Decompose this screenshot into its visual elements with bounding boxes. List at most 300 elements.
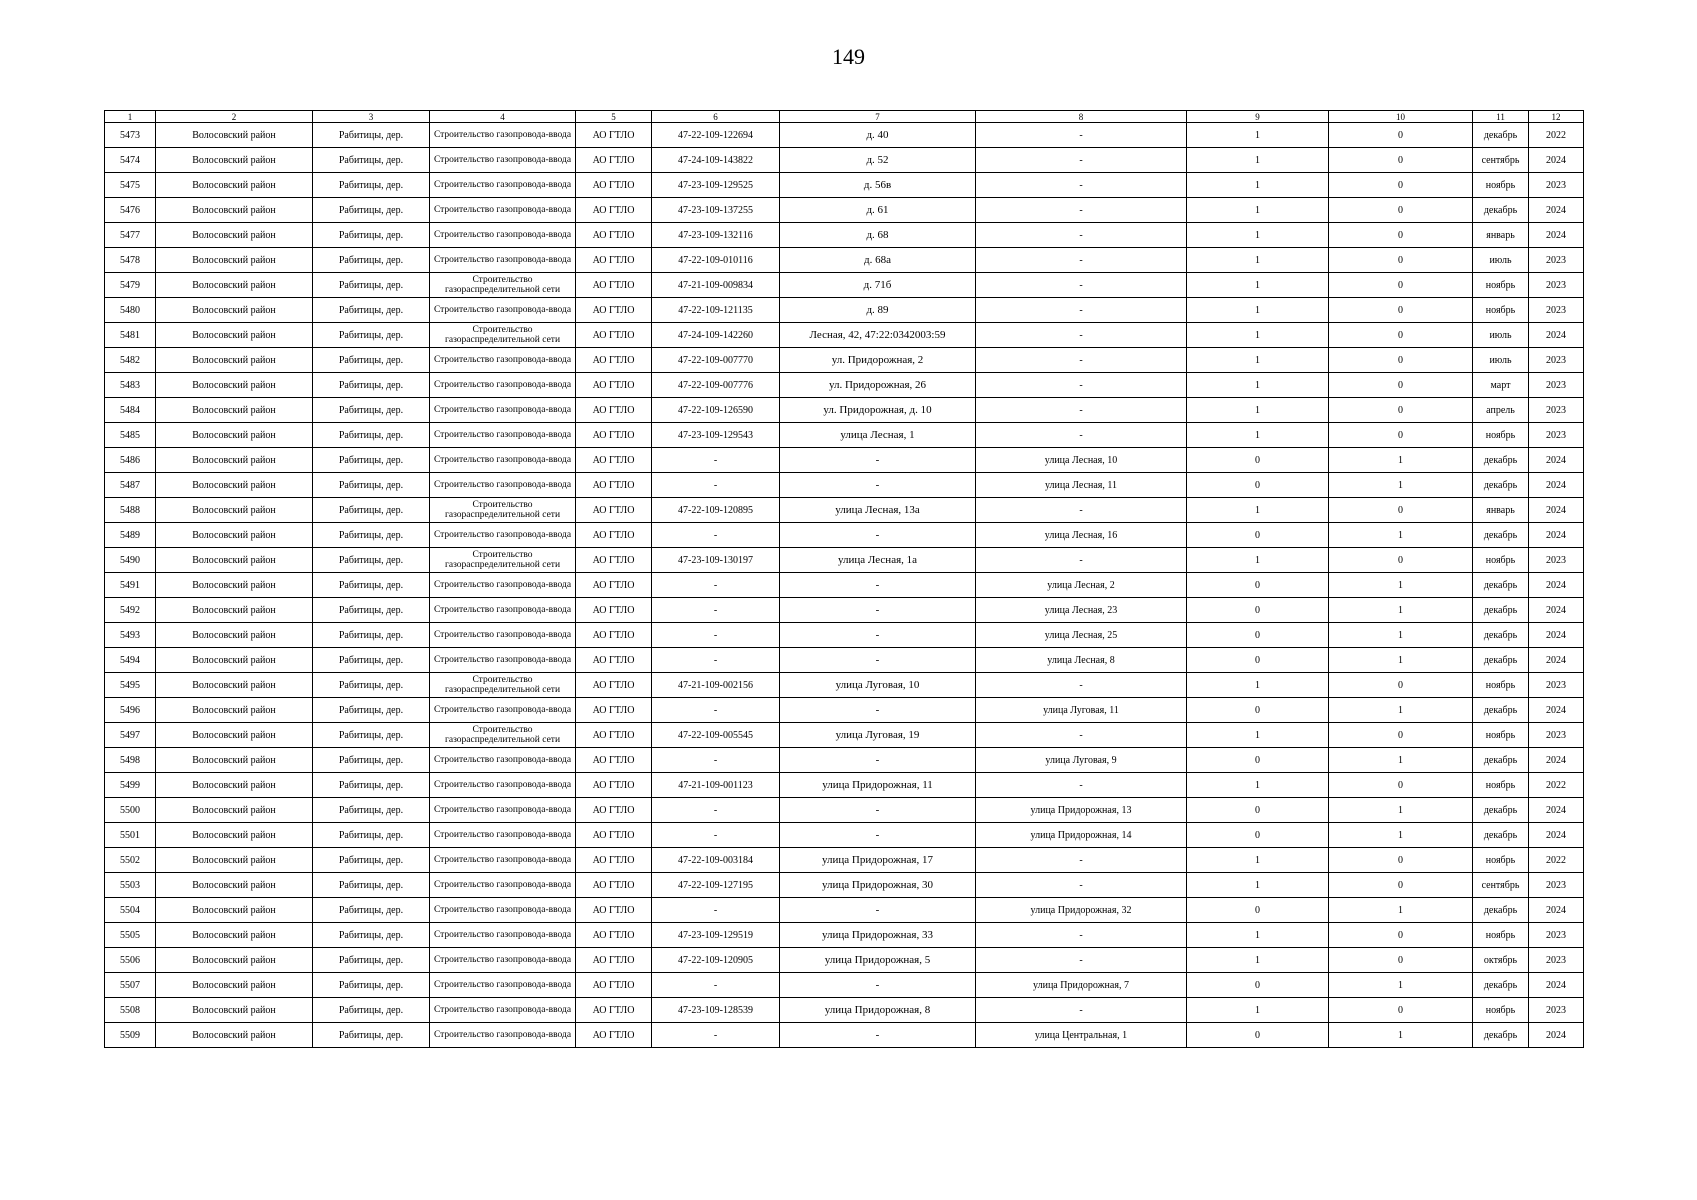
table-cell-col-6: 47-23-109-137255 — [652, 198, 780, 223]
table-row — [105, 198, 1584, 223]
table-cell-col-9: 0 — [1187, 1023, 1329, 1048]
table-cell-col-10: 0 — [1329, 148, 1473, 173]
table-cell-col-9: 0 — [1187, 473, 1329, 498]
table-cell-col-4: Строительство газораспределительной сети — [430, 323, 576, 348]
table-cell-col-8: - — [976, 323, 1187, 348]
table-cell-col-11: апрель — [1473, 398, 1529, 423]
table-row — [105, 473, 1584, 498]
table-cell-col-3: Рабитицы, дер. — [313, 373, 430, 398]
table-cell-col-11: ноябрь — [1473, 998, 1529, 1023]
table-cell-col-7: д. 56в — [780, 173, 976, 198]
table-cell-col-4: Строительство газопровода-ввода — [430, 598, 576, 623]
table-cell-col-1: 5484 — [105, 398, 156, 423]
table-cell-col-7: - — [780, 823, 976, 848]
table-cell-col-12: 2024 — [1529, 648, 1584, 673]
table-cell-col-12: 2023 — [1529, 248, 1584, 273]
table-cell-col-5: АО ГТЛО — [576, 973, 652, 998]
table-cell-col-6: 47-24-109-143822 — [652, 148, 780, 173]
table-cell-col-9: 1 — [1187, 398, 1329, 423]
table-cell-col-8: улица Лесная, 10 — [976, 448, 1187, 473]
table-cell-col-2: Волосовский район — [156, 123, 313, 148]
table-cell-col-4: Строительство газопровода-ввода — [430, 648, 576, 673]
table-cell-col-10: 0 — [1329, 848, 1473, 873]
table-row — [105, 773, 1584, 798]
table-cell-col-7: Лесная, 42, 47:22:0342003:59 — [780, 323, 976, 348]
table-cell-col-2: Волосовский район — [156, 973, 313, 998]
table-cell-col-7: д. 89 — [780, 298, 976, 323]
table-cell-col-2: Волосовский район — [156, 498, 313, 523]
table-cell-col-10: 0 — [1329, 998, 1473, 1023]
table-row — [105, 848, 1584, 873]
table-cell-col-8: улица Придорожная, 7 — [976, 973, 1187, 998]
table-cell-col-4: Строительство газопровода-ввода — [430, 923, 576, 948]
table-cell-col-5: АО ГТЛО — [576, 623, 652, 648]
table-cell-col-10: 0 — [1329, 273, 1473, 298]
table-cell-col-11: июль — [1473, 323, 1529, 348]
table-cell-col-1: 5474 — [105, 148, 156, 173]
table-cell-col-1: 5489 — [105, 523, 156, 548]
table-cell-col-3: Рабитицы, дер. — [313, 323, 430, 348]
table-cell-col-10: 0 — [1329, 948, 1473, 973]
table-cell-col-11: декабрь — [1473, 823, 1529, 848]
table-cell-col-9: 0 — [1187, 798, 1329, 823]
table-cell-col-10: 0 — [1329, 348, 1473, 373]
table-cell-col-3: Рабитицы, дер. — [313, 223, 430, 248]
table-cell-col-7: д. 61 — [780, 198, 976, 223]
table-cell-col-11: ноябрь — [1473, 548, 1529, 573]
table-cell-col-12: 2024 — [1529, 448, 1584, 473]
table-cell-col-3: Рабитицы, дер. — [313, 873, 430, 898]
table-cell-col-4: Строительство газопровода-ввода — [430, 823, 576, 848]
table-cell-col-3: Рабитицы, дер. — [313, 798, 430, 823]
table-cell-col-1: 5504 — [105, 898, 156, 923]
table-cell-col-8: - — [976, 848, 1187, 873]
table-cell-col-11: ноябрь — [1473, 673, 1529, 698]
table-cell-col-7: улица Лесная, 1а — [780, 548, 976, 573]
table-cell-col-2: Волосовский район — [156, 573, 313, 598]
table-cell-col-4: Строительство газопровода-ввода — [430, 898, 576, 923]
table-cell-col-3: Рабитицы, дер. — [313, 623, 430, 648]
table-cell-col-9: 1 — [1187, 298, 1329, 323]
table-body — [105, 111, 1584, 1048]
table-cell-col-7: ул. Придорожная, д. 10 — [780, 398, 976, 423]
table-cell-col-7: улица Придорожная, 17 — [780, 848, 976, 873]
table-row — [105, 748, 1584, 773]
table-cell-col-4: Строительство газопровода-ввода — [430, 448, 576, 473]
table-cell-col-7: улица Придорожная, 30 — [780, 873, 976, 898]
table-row — [105, 373, 1584, 398]
table-cell-col-1: 5494 — [105, 648, 156, 673]
table-cell-col-1: 5490 — [105, 548, 156, 573]
table-cell-col-3: Рабитицы, дер. — [313, 673, 430, 698]
table-cell-col-1: 5476 — [105, 198, 156, 223]
table-cell-col-5: АО ГТЛО — [576, 248, 652, 273]
table-cell-col-5: АО ГТЛО — [576, 598, 652, 623]
table-cell-col-9: 1 — [1187, 873, 1329, 898]
table-cell-col-12: 2024 — [1529, 523, 1584, 548]
table-cell-col-11: ноябрь — [1473, 273, 1529, 298]
table-cell-col-8: улица Центральная, 1 — [976, 1023, 1187, 1048]
table-cell-col-8: улица Луговая, 11 — [976, 698, 1187, 723]
table-cell-col-3: Рабитицы, дер. — [313, 848, 430, 873]
table-cell-col-9: 1 — [1187, 998, 1329, 1023]
table-cell-col-12: 2024 — [1529, 898, 1584, 923]
table-row — [105, 173, 1584, 198]
table-cell-col-12: 2024 — [1529, 323, 1584, 348]
table-cell-col-4: Строительство газораспределительной сети — [430, 498, 576, 523]
table-cell-col-1: 5483 — [105, 373, 156, 398]
table-cell-col-8: - — [976, 248, 1187, 273]
table-cell-col-9: 1 — [1187, 348, 1329, 373]
table-row — [105, 873, 1584, 898]
table-cell-col-8: - — [976, 198, 1187, 223]
table-cell-col-4: Строительство газопровода-ввода — [430, 173, 576, 198]
table-cell-col-3: Рабитицы, дер. — [313, 698, 430, 723]
table-cell-col-2: Волосовский район — [156, 623, 313, 648]
table-cell-col-10: 0 — [1329, 298, 1473, 323]
table-cell-col-4: Строительство газопровода-ввода — [430, 623, 576, 648]
table-cell-col-1: 5492 — [105, 598, 156, 623]
table-cell-col-4: Строительство газопровода-ввода — [430, 398, 576, 423]
table-cell-col-6: 47-22-109-120895 — [652, 498, 780, 523]
table-row — [105, 448, 1584, 473]
table-cell-col-12: 2023 — [1529, 348, 1584, 373]
table-cell-col-11: декабрь — [1473, 123, 1529, 148]
table-cell-col-1: 5499 — [105, 773, 156, 798]
table-cell-col-6: 47-22-109-120905 — [652, 948, 780, 973]
table-cell-col-6: 47-22-109-007770 — [652, 348, 780, 373]
table-cell-col-2: Волосовский район — [156, 723, 313, 748]
table-cell-col-5: АО ГТЛО — [576, 898, 652, 923]
table-cell-col-1: 5480 — [105, 298, 156, 323]
table-cell-col-1: 5507 — [105, 973, 156, 998]
table-cell-col-4: Строительство газопровода-ввода — [430, 373, 576, 398]
table-cell-col-7: - — [780, 973, 976, 998]
table-cell-col-10: 1 — [1329, 648, 1473, 673]
table-cell-col-9: 1 — [1187, 673, 1329, 698]
table-cell-col-12: 2022 — [1529, 773, 1584, 798]
table-cell-col-6: - — [652, 898, 780, 923]
table-cell-col-7: улица Придорожная, 11 — [780, 773, 976, 798]
table-cell-col-2: Волосовский район — [156, 823, 313, 848]
table-cell-col-6: - — [652, 623, 780, 648]
table-cell-col-2: Волосовский район — [156, 448, 313, 473]
table-cell-col-12: 2023 — [1529, 948, 1584, 973]
table-cell-col-7: - — [780, 623, 976, 648]
table-cell-col-5: АО ГТЛО — [576, 398, 652, 423]
table-cell-col-3: Рабитицы, дер. — [313, 173, 430, 198]
table-cell-col-2: Волосовский район — [156, 248, 313, 273]
table-cell-col-8: - — [976, 873, 1187, 898]
table-row — [105, 148, 1584, 173]
table-cell-col-12: 2023 — [1529, 723, 1584, 748]
table-cell-col-3: Рабитицы, дер. — [313, 773, 430, 798]
table-cell-col-9: 1 — [1187, 123, 1329, 148]
table-cell-col-9: 0 — [1187, 973, 1329, 998]
table-cell-col-9: 1 — [1187, 323, 1329, 348]
table-cell-col-9: 0 — [1187, 648, 1329, 673]
table-cell-col-5: АО ГТЛО — [576, 773, 652, 798]
table-cell-col-3: Рабитицы, дер. — [313, 473, 430, 498]
table-cell-col-7: д. 40 — [780, 123, 976, 148]
table-cell-col-7: д. 71б — [780, 273, 976, 298]
table-cell-col-6: 47-21-109-001123 — [652, 773, 780, 798]
table-cell-col-5: АО ГТЛО — [576, 273, 652, 298]
table-cell-col-6: 47-22-109-122694 — [652, 123, 780, 148]
table-cell-col-10: 1 — [1329, 523, 1473, 548]
table-cell-col-10: 1 — [1329, 473, 1473, 498]
table-cell-col-2: Волосовский район — [156, 273, 313, 298]
table-cell-col-10: 0 — [1329, 548, 1473, 573]
table-cell-col-6: - — [652, 523, 780, 548]
column-header-10: 10 — [1329, 111, 1473, 123]
table-cell-col-2: Волосовский район — [156, 223, 313, 248]
table-cell-col-5: АО ГТЛО — [576, 523, 652, 548]
table-cell-col-4: Строительство газопровода-ввода — [430, 848, 576, 873]
table-cell-col-5: АО ГТЛО — [576, 923, 652, 948]
table-cell-col-10: 0 — [1329, 223, 1473, 248]
table-cell-col-10: 0 — [1329, 248, 1473, 273]
table-row — [105, 698, 1584, 723]
table-cell-col-10: 1 — [1329, 698, 1473, 723]
table-cell-col-4: Строительство газопровода-ввода — [430, 798, 576, 823]
table-cell-col-5: АО ГТЛО — [576, 873, 652, 898]
table-cell-col-12: 2023 — [1529, 423, 1584, 448]
table-cell-col-6: 47-22-109-121135 — [652, 298, 780, 323]
table-cell-col-7: ул. Придорожная, 2 — [780, 348, 976, 373]
table-cell-col-4: Строительство газопровода-ввода — [430, 148, 576, 173]
table-cell-col-1: 5501 — [105, 823, 156, 848]
table-cell-col-4: Строительство газопровода-ввода — [430, 248, 576, 273]
table-cell-col-12: 2024 — [1529, 823, 1584, 848]
table-cell-col-9: 1 — [1187, 273, 1329, 298]
column-header-7: 7 — [780, 111, 976, 123]
table-cell-col-12: 2024 — [1529, 223, 1584, 248]
table-cell-col-8: - — [976, 373, 1187, 398]
table-cell-col-1: 5487 — [105, 473, 156, 498]
table-cell-col-3: Рабитицы, дер. — [313, 198, 430, 223]
table-cell-col-6: 47-23-109-132116 — [652, 223, 780, 248]
table-cell-col-11: декабрь — [1473, 573, 1529, 598]
table-cell-col-12: 2023 — [1529, 298, 1584, 323]
table-cell-col-6: 47-23-109-130197 — [652, 548, 780, 573]
table-cell-col-9: 1 — [1187, 148, 1329, 173]
table-row — [105, 348, 1584, 373]
table-cell-col-5: АО ГТЛО — [576, 998, 652, 1023]
table-cell-col-4: Строительство газопровода-ввода — [430, 573, 576, 598]
table-cell-col-4: Строительство газопровода-ввода — [430, 523, 576, 548]
table-cell-col-12: 2023 — [1529, 923, 1584, 948]
table-cell-col-11: ноябрь — [1473, 423, 1529, 448]
table-cell-col-2: Волосовский район — [156, 773, 313, 798]
table-cell-col-7: - — [780, 748, 976, 773]
table-cell-col-1: 5478 — [105, 248, 156, 273]
table-cell-col-7: - — [780, 798, 976, 823]
table-cell-col-3: Рабитицы, дер. — [313, 423, 430, 448]
table-cell-col-6: - — [652, 1023, 780, 1048]
table-cell-col-2: Волосовский район — [156, 348, 313, 373]
table-cell-col-6: 47-22-109-010116 — [652, 248, 780, 273]
table-cell-col-4: Строительство газопровода-ввода — [430, 948, 576, 973]
table-cell-col-6: 47-23-109-129525 — [652, 173, 780, 198]
table-cell-col-1: 5485 — [105, 423, 156, 448]
table-row — [105, 948, 1584, 973]
table-cell-col-11: декабрь — [1473, 623, 1529, 648]
table-cell-col-12: 2024 — [1529, 573, 1584, 598]
table-cell-col-12: 2023 — [1529, 173, 1584, 198]
table-cell-col-5: АО ГТЛО — [576, 848, 652, 873]
table-cell-col-9: 1 — [1187, 423, 1329, 448]
table-cell-col-7: д. 68 — [780, 223, 976, 248]
table-cell-col-8: улица Придорожная, 14 — [976, 823, 1187, 848]
table-cell-col-8: - — [976, 173, 1187, 198]
table-cell-col-10: 0 — [1329, 173, 1473, 198]
table-cell-col-1: 5482 — [105, 348, 156, 373]
table-cell-col-7: улица Лесная, 1 — [780, 423, 976, 448]
table-cell-col-4: Строительство газораспределительной сети — [430, 723, 576, 748]
page-number: 149 — [832, 44, 865, 69]
table-cell-col-9: 0 — [1187, 748, 1329, 773]
table-cell-col-8: улица Лесная, 23 — [976, 598, 1187, 623]
table-cell-col-3: Рабитицы, дер. — [313, 523, 430, 548]
table-cell-col-5: АО ГТЛО — [576, 798, 652, 823]
table-cell-col-1: 5500 — [105, 798, 156, 823]
table-cell-col-10: 1 — [1329, 448, 1473, 473]
table-cell-col-9: 1 — [1187, 373, 1329, 398]
table-cell-col-4: Строительство газопровода-ввода — [430, 998, 576, 1023]
table-cell-col-5: АО ГТЛО — [576, 698, 652, 723]
table-cell-col-6: 47-21-109-002156 — [652, 673, 780, 698]
table-cell-col-2: Волосовский район — [156, 873, 313, 898]
table-cell-col-1: 5506 — [105, 948, 156, 973]
table-row — [105, 673, 1584, 698]
table-cell-col-6: - — [652, 973, 780, 998]
table-cell-col-4: Строительство газораспределительной сети — [430, 273, 576, 298]
table-cell-col-4: Строительство газораспределительной сети — [430, 548, 576, 573]
table-cell-col-9: 0 — [1187, 523, 1329, 548]
table-cell-col-11: ноябрь — [1473, 848, 1529, 873]
table-cell-col-4: Строительство газопровода-ввода — [430, 123, 576, 148]
table-cell-col-10: 1 — [1329, 573, 1473, 598]
table-cell-col-12: 2023 — [1529, 373, 1584, 398]
table-cell-col-10: 1 — [1329, 623, 1473, 648]
table-cell-col-5: АО ГТЛО — [576, 198, 652, 223]
table-cell-col-8: улица Лесная, 2 — [976, 573, 1187, 598]
table-cell-col-6: 47-23-109-129543 — [652, 423, 780, 448]
table-cell-col-4: Строительство газопровода-ввода — [430, 223, 576, 248]
table-cell-col-5: АО ГТЛО — [576, 448, 652, 473]
table-cell-col-7: улица Луговая, 10 — [780, 673, 976, 698]
table-cell-col-10: 0 — [1329, 323, 1473, 348]
table-cell-col-10: 1 — [1329, 973, 1473, 998]
table-cell-col-1: 5496 — [105, 698, 156, 723]
table-cell-col-11: декабрь — [1473, 648, 1529, 673]
table-cell-col-11: сентябрь — [1473, 148, 1529, 173]
table-cell-col-2: Волосовский район — [156, 748, 313, 773]
table-cell-col-5: АО ГТЛО — [576, 348, 652, 373]
table-cell-col-4: Строительство газопровода-ввода — [430, 423, 576, 448]
table-cell-col-5: АО ГТЛО — [576, 648, 652, 673]
table-cell-col-7: ул. Придорожная, 26 — [780, 373, 976, 398]
table-cell-col-6: 47-22-109-126590 — [652, 398, 780, 423]
table-cell-col-9: 1 — [1187, 548, 1329, 573]
table-cell-col-1: 5498 — [105, 748, 156, 773]
table-cell-col-4: Строительство газопровода-ввода — [430, 348, 576, 373]
table-cell-col-8: - — [976, 948, 1187, 973]
table-cell-col-11: декабрь — [1473, 798, 1529, 823]
table-cell-col-12: 2023 — [1529, 673, 1584, 698]
table-row — [105, 523, 1584, 548]
table-row — [105, 398, 1584, 423]
column-header-4: 4 — [430, 111, 576, 123]
table-cell-col-2: Волосовский район — [156, 148, 313, 173]
table-cell-col-11: сентябрь — [1473, 873, 1529, 898]
table-cell-col-12: 2023 — [1529, 273, 1584, 298]
table-cell-col-11: июль — [1473, 348, 1529, 373]
table-cell-col-1: 5475 — [105, 173, 156, 198]
table-cell-col-1: 5509 — [105, 1023, 156, 1048]
table-cell-col-3: Рабитицы, дер. — [313, 398, 430, 423]
table-cell-col-10: 0 — [1329, 773, 1473, 798]
table-cell-col-9: 1 — [1187, 848, 1329, 873]
table-cell-col-5: АО ГТЛО — [576, 673, 652, 698]
table-cell-col-5: АО ГТЛО — [576, 173, 652, 198]
table-cell-col-11: декабрь — [1473, 973, 1529, 998]
table-cell-col-10: 1 — [1329, 748, 1473, 773]
table-cell-col-6: 47-21-109-009834 — [652, 273, 780, 298]
table-cell-col-5: АО ГТЛО — [576, 1023, 652, 1048]
table-cell-col-6: - — [652, 648, 780, 673]
table-cell-col-7: - — [780, 898, 976, 923]
column-header-5: 5 — [576, 111, 652, 123]
table-cell-col-2: Волосовский район — [156, 373, 313, 398]
table-cell-col-10: 0 — [1329, 498, 1473, 523]
table-row — [105, 623, 1584, 648]
table-row — [105, 723, 1584, 748]
table-row — [105, 798, 1584, 823]
column-header-3: 3 — [313, 111, 430, 123]
table-cell-col-3: Рабитицы, дер. — [313, 298, 430, 323]
table-cell-col-5: АО ГТЛО — [576, 373, 652, 398]
table-cell-col-1: 5488 — [105, 498, 156, 523]
table-cell-col-4: Строительство газопровода-ввода — [430, 873, 576, 898]
table-cell-col-1: 5502 — [105, 848, 156, 873]
column-header-9: 9 — [1187, 111, 1329, 123]
table-cell-col-7: - — [780, 598, 976, 623]
table-cell-col-10: 0 — [1329, 923, 1473, 948]
table-cell-col-4: Строительство газопровода-ввода — [430, 698, 576, 723]
table-cell-col-7: - — [780, 698, 976, 723]
table-cell-col-9: 0 — [1187, 598, 1329, 623]
table-cell-col-12: 2024 — [1529, 473, 1584, 498]
table-cell-col-9: 1 — [1187, 248, 1329, 273]
table-cell-col-1: 5473 — [105, 123, 156, 148]
table-cell-col-5: АО ГТЛО — [576, 548, 652, 573]
table-cell-col-8: улица Лесная, 16 — [976, 523, 1187, 548]
table-cell-col-4: Строительство газопровода-ввода — [430, 1023, 576, 1048]
table-cell-col-3: Рабитицы, дер. — [313, 273, 430, 298]
table-cell-col-7: - — [780, 1023, 976, 1048]
table-cell-col-4: Строительство газопровода-ввода — [430, 473, 576, 498]
table-cell-col-1: 5503 — [105, 873, 156, 898]
table-cell-col-7: д. 68а — [780, 248, 976, 273]
table-cell-col-8: - — [976, 398, 1187, 423]
table-cell-col-11: март — [1473, 373, 1529, 398]
table-cell-col-9: 0 — [1187, 823, 1329, 848]
table-cell-col-6: 47-23-109-129519 — [652, 923, 780, 948]
table-cell-col-3: Рабитицы, дер. — [313, 823, 430, 848]
table-cell-col-3: Рабитицы, дер. — [313, 898, 430, 923]
